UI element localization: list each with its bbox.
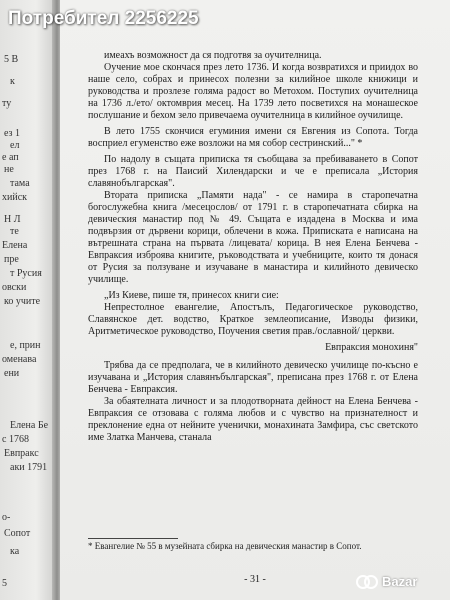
left-page-fragment: ез 1 (4, 128, 21, 139)
left-page-fragment: т Русия (10, 268, 42, 279)
left-page-fragment: овски (2, 282, 27, 293)
left-page-fragment: не (4, 164, 14, 175)
left-page-fragment: Евпракс (4, 448, 39, 459)
left-page-fragment: тама (10, 178, 30, 189)
paragraph-line: имеахъ возможност да ся подготвя за оучителница. (104, 50, 322, 61)
left-page-fragment: ени (4, 368, 20, 379)
bazar-mark-icon (356, 575, 378, 589)
left-page-fragment: 5 В (4, 54, 19, 65)
paragraph: Оучение мое скончася през лето 1736. И когда возвратихся и приидох во наше село, собрах и принесох полезни за килийное школе книжици и руководства и прозлезе голяма радост во Метохом. Поступих оучителница на 1736 л./ето/ октомврия месец. На 1739 лето посветихся на монашеское послушание и бехом зело привечаема оучителница в килийное оучилище. (88, 62, 418, 121)
quote-intro: „Из Киеве, пише тя, принесох книги сие: (104, 290, 279, 301)
left-page-fragment: е ап (2, 152, 19, 163)
left-page-fragment: 5 (2, 578, 7, 589)
left-page-fragment: Н Л (4, 214, 21, 225)
left-page-fragment: пре (4, 254, 19, 265)
logo-text: Bazar (382, 574, 418, 589)
user-watermark: Потребител 2256225 (8, 8, 199, 29)
footnote-rule (88, 538, 178, 539)
left-page-fragment: хийск (2, 192, 27, 203)
left-page-fragment: аки 1791 (10, 462, 48, 473)
left-page-fragment: ел (10, 140, 20, 151)
signature-line: Евпраксия монохиня" (325, 342, 418, 353)
paragraph: Трябва да се предполага, че в килийното девическо училище по-късно е изучавана и „История славянъбългарская", преписана през 1768 г. от Елена Бенчева - Евпраксия. (88, 360, 418, 395)
left-page-fragment: ту (2, 98, 12, 109)
page-number: - 31 - (244, 574, 266, 585)
previous-page-edge (0, 0, 60, 600)
left-page-fragment: о- (2, 512, 11, 523)
footnote: * Евангелие № 55 в музейната сбирка на девическия манастир в Сопот. (88, 541, 362, 551)
left-page-fragment: Сопот (4, 528, 31, 539)
left-page-fragment: оменава (2, 354, 37, 365)
paragraph: Втората приписка „Памяти нада" - се намира в старопечатна богослужебна книга /месецослов/ от 1791 г. в старопечатната сбирка на девическия манастир под № 49. Същата е издадена в Москва и има подвързия от дървени корици, облечени в кожа. Приписката е написана на вътрешната страна на първата /лицевата/ корица. В нея Елена Бенчева - Евпраксия изброява книгите, ръководствата и учебниците, които тя донася от Русия за ползуване и изучаване в манастира и килийното девическо училище. (88, 190, 418, 285)
left-page-fragment: Елена Бе (10, 420, 49, 431)
left-page-fragment: те (10, 226, 19, 237)
paragraph: По надолу в същата приписка тя съобщава за пребиваването в Сопот през 1768 г. на Паисий Хилендарски и че е преписала „История славянобългарская". (88, 154, 418, 189)
left-page-fragment: ка (10, 546, 20, 557)
book-page (60, 0, 450, 600)
page-text (88, 50, 418, 444)
book-list: Непрестолное евангелие, Апостълъ, Педагогическое руководство, Славянское дет. водство, Краткое землеописание, Изводы физики, Аритметическое руководство, Поучения светия прав./ославной/ церкви. (88, 302, 418, 337)
paragraph: За обаятелната личност и за плодотворната дейност на Елена Бенчева - Евпраксия се отзовава с голяма любов и с чувство на признателност и преклонение една от нейните ученички, монахината Замфира, със светското име Златка Манчева, станала (88, 396, 418, 443)
left-page-fragment: к (10, 76, 15, 87)
paragraph: В лето 1755 скончися егуминия имени ся Евгения из Сопота. Тогда восприел егуменство еже возложи на мя собор сестринский..." * (88, 126, 418, 149)
left-page-fragment: Елена (2, 240, 28, 251)
bazar-logo (356, 574, 417, 589)
left-page-fragment: ко учите (4, 296, 41, 307)
left-page-fragment: е, прин (10, 340, 41, 351)
left-page-fragment: с 1768 (2, 434, 29, 445)
